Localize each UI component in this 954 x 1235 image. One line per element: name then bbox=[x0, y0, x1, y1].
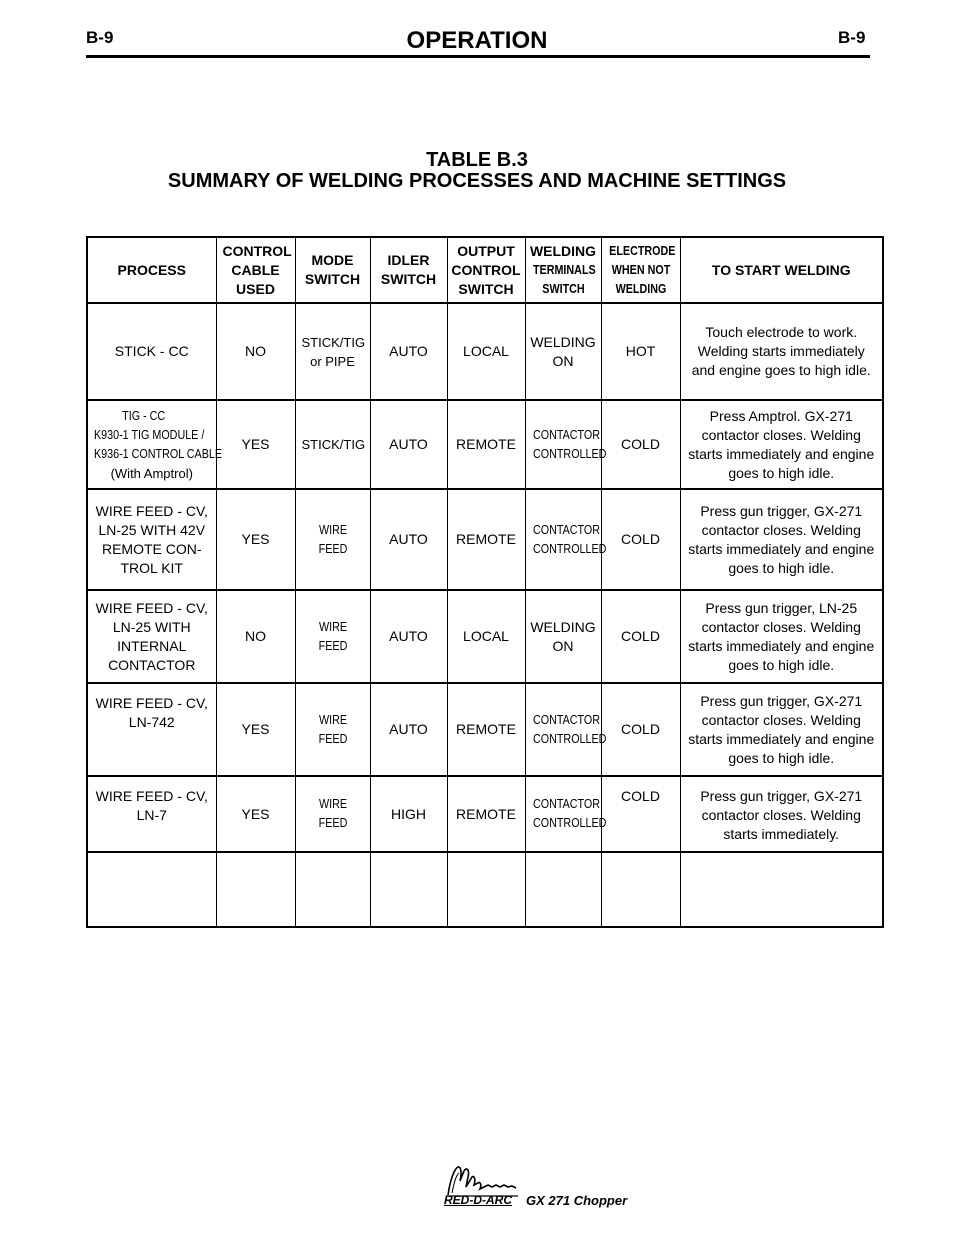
empty-cell bbox=[447, 852, 525, 927]
cell-mode: STICK/TIG bbox=[295, 400, 370, 489]
cell-cable: NO bbox=[216, 590, 295, 683]
cell-start: Touch electrode to work. Welding starts immediately and engine goes to high idle. bbox=[680, 303, 883, 400]
cell-process: WIRE FEED - CV, LN-742 bbox=[87, 683, 216, 776]
cell-electrode: COLD bbox=[601, 400, 680, 489]
cell-start: Press gun trigger, GX-271 contactor closes. Welding starts immediately and engine goes to high idle. bbox=[680, 489, 883, 590]
cell-process: WIRE FEED - CV, LN-7 bbox=[87, 776, 216, 852]
cell-idler: AUTO bbox=[370, 303, 447, 400]
model-name: GX 271 Chopper bbox=[526, 1193, 628, 1208]
header-process: PROCESS bbox=[87, 237, 216, 303]
cell-cable: YES bbox=[216, 776, 295, 852]
table-title bbox=[0, 150, 954, 192]
footer bbox=[444, 1163, 644, 1213]
cell-output: REMOTE bbox=[447, 683, 525, 776]
cell-mode: WIRE FEED bbox=[295, 683, 370, 776]
cell-idler: AUTO bbox=[370, 489, 447, 590]
cell-electrode: COLD bbox=[601, 489, 680, 590]
cell-cable: YES bbox=[216, 683, 295, 776]
header-electrode: ELECTRODE WHEN NOT WELDING bbox=[601, 237, 680, 303]
settings-table bbox=[86, 236, 884, 928]
cell-process: WIRE FEED - CV, LN-25 WITH INTERNAL CONTACTOR bbox=[87, 590, 216, 683]
header-output-control: OUTPUT CONTROL SWITCH bbox=[447, 237, 525, 303]
cell-electrode: HOT bbox=[601, 303, 680, 400]
header-idler-switch: IDLER SWITCH bbox=[370, 237, 447, 303]
empty-cell bbox=[680, 852, 883, 927]
cell-electrode: COLD bbox=[601, 776, 680, 852]
table-number: TABLE B.3 bbox=[426, 149, 528, 171]
cell-output: REMOTE bbox=[447, 400, 525, 489]
cell-mode: WIRE FEED bbox=[295, 776, 370, 852]
cell-terminals: WELDING ON bbox=[525, 303, 601, 400]
cell-mode: STICK/TIG or PIPE bbox=[295, 303, 370, 400]
header-welding-terminals: WELDING TERMINALS SWITCH bbox=[525, 237, 601, 303]
empty-cell bbox=[525, 852, 601, 927]
table-caption: SUMMARY OF WELDING PROCESSES AND MACHINE SETTINGS bbox=[167, 170, 787, 192]
cell-idler: AUTO bbox=[370, 400, 447, 489]
table-row bbox=[87, 489, 883, 590]
header-mode-switch: MODE SWITCH bbox=[295, 237, 370, 303]
cell-output: LOCAL bbox=[447, 590, 525, 683]
page-number-right: B-9 bbox=[838, 28, 866, 47]
cell-terminals: CONTACTOR CONTROLLED bbox=[525, 776, 601, 852]
cell-mode: WIRE FEED bbox=[295, 590, 370, 683]
cell-process: WIRE FEED - CV, LN-25 WITH 42V REMOTE CON- TROL KIT bbox=[87, 489, 216, 590]
empty-cell bbox=[216, 852, 295, 927]
cell-cable: NO bbox=[216, 303, 295, 400]
cell-cable: YES bbox=[216, 489, 295, 590]
cell-process: TIG - CC K930-1 TIG MODULE / K936-1 CONTROL CABLE (With Amptrol) bbox=[87, 400, 216, 489]
logo-text: RED-D-ARC bbox=[444, 1193, 512, 1207]
table-row bbox=[87, 776, 883, 852]
cell-start: Press gun trigger, LN-25 contactor closes. Welding starts immediately and engine goes to high idle. bbox=[680, 590, 883, 683]
red-d-arc-logo-icon bbox=[444, 1163, 524, 1197]
table-header-row bbox=[87, 237, 883, 303]
cell-terminals: CONTACTOR CONTROLLED bbox=[525, 400, 601, 489]
cell-idler: AUTO bbox=[370, 683, 447, 776]
cell-electrode: COLD bbox=[601, 683, 680, 776]
page-number-left: B-9 bbox=[86, 28, 114, 47]
table-row bbox=[87, 400, 883, 489]
empty-cell bbox=[87, 852, 216, 927]
cell-terminals: CONTACTOR CONTROLLED bbox=[525, 489, 601, 590]
cell-process: STICK - CC bbox=[87, 303, 216, 400]
empty-cell bbox=[601, 852, 680, 927]
cell-output: LOCAL bbox=[447, 303, 525, 400]
cell-idler: HIGH bbox=[370, 776, 447, 852]
section-title: OPERATION bbox=[406, 27, 548, 54]
header-to-start: TO START WELDING bbox=[680, 237, 883, 303]
cell-electrode: COLD bbox=[601, 590, 680, 683]
empty-cell bbox=[370, 852, 447, 927]
header-rule bbox=[86, 55, 870, 58]
cell-terminals: CONTACTOR CONTROLLED bbox=[525, 683, 601, 776]
cell-output: REMOTE bbox=[447, 776, 525, 852]
empty-cell bbox=[295, 852, 370, 927]
table-row bbox=[87, 683, 883, 776]
empty-table-row bbox=[87, 852, 883, 927]
cell-output: REMOTE bbox=[447, 489, 525, 590]
cell-mode: WIRE FEED bbox=[295, 489, 370, 590]
header-control-cable: CONTROL CABLE USED bbox=[216, 237, 295, 303]
cell-start: Press gun trigger, GX-271 contactor closes. Welding starts immediately and engine goes to high idle. bbox=[680, 683, 883, 776]
cell-idler: AUTO bbox=[370, 590, 447, 683]
cell-start: Press gun trigger, GX-271 contactor closes. Welding starts immediately. bbox=[680, 776, 883, 852]
cell-start: Press Amptrol. GX-271 contactor closes. Welding starts immediately and engine goes to high idle. bbox=[680, 400, 883, 489]
cell-terminals: WELDING ON bbox=[525, 590, 601, 683]
table-row bbox=[87, 590, 883, 683]
cell-cable: YES bbox=[216, 400, 295, 489]
table-row bbox=[87, 303, 883, 400]
